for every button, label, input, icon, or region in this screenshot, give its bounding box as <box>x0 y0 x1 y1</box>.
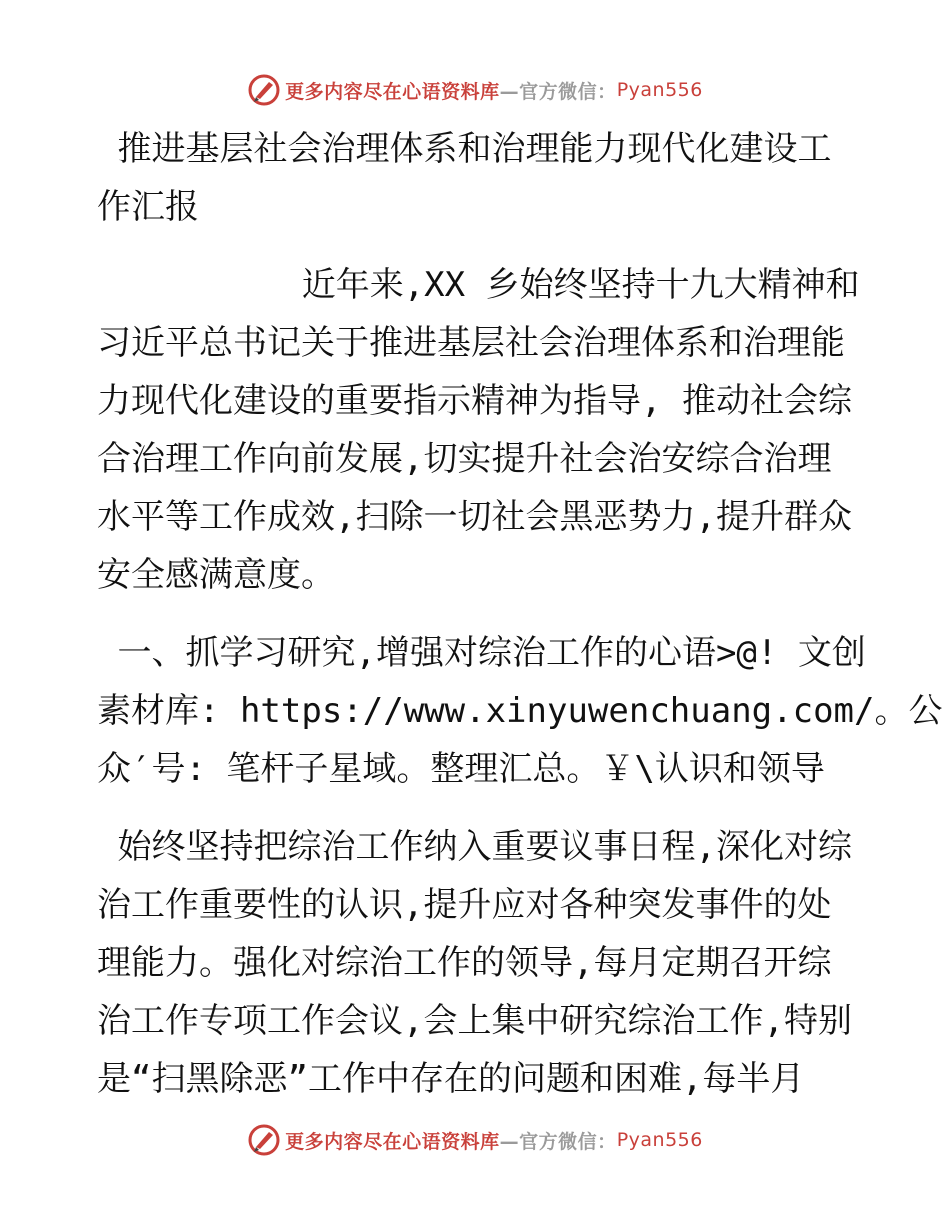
paragraph-line: 水平等工作成效,扫除一切社会黑恶势力,提升群众 <box>97 497 852 537</box>
paragraph-line: 力现代化建设的重要指示精神为指导, 推动社会综 <box>97 381 852 421</box>
title-line: 推进基层社会治理体系和治理能力现代化建设工 <box>97 129 832 169</box>
paragraph-line: 治工作重要性的认识,提升应对各种突发事件的处 <box>97 885 832 925</box>
section-body-paragraph <box>97 818 857 1108</box>
quill-logo-icon <box>247 73 281 107</box>
document-title <box>97 120 857 236</box>
watermark-wechat-label: —官方微信： <box>499 80 617 103</box>
paragraph-line: 合治理工作向前发展,切实提升社会治安综合治理 <box>97 439 832 479</box>
watermark-site-text: 更多内容尽在心语资料库 <box>285 1130 500 1153</box>
intro-paragraph <box>97 256 860 604</box>
heading-line: 众′号: 笔杆子星域。整理汇总。￥\认识和领导 <box>97 749 825 789</box>
quill-logo-icon <box>247 1123 281 1157</box>
watermark-wechat-id: Pyan556 <box>616 79 703 101</box>
footer-watermark <box>0 1120 950 1160</box>
header-watermark <box>0 70 950 110</box>
paragraph-line: 始终坚持把综治工作纳入重要议事日程,深化对综 <box>97 827 852 867</box>
paragraph-line: 理能力。强化对综治工作的领导,每月定期召开综 <box>97 943 832 983</box>
paragraph-line: 治工作专项工作会议,会上集中研究综治工作,特别 <box>97 1001 852 1041</box>
watermark-site-text: 更多内容尽在心语资料库 <box>285 80 500 103</box>
paragraph-line: 是“扫黑除恶”工作中存在的问题和困难,每半月 <box>97 1059 805 1099</box>
paragraph-line: 习近平总书记关于推进基层社会治理体系和治理能 <box>97 323 845 363</box>
section-heading <box>97 624 943 798</box>
heading-line: 一、抓学习研究,增强对综治工作的心语>@! 文创 <box>97 633 866 673</box>
paragraph-line: 安全感满意度。 <box>97 555 335 595</box>
title-line: 作汇报 <box>97 187 199 227</box>
watermark-wechat-label: —官方微信： <box>499 1130 617 1153</box>
heading-line: 素材库: https://www.xinyuwenchuang.com/。公 <box>97 691 943 731</box>
watermark-wechat-id: Pyan556 <box>616 1129 703 1151</box>
document-body <box>97 120 943 1108</box>
paragraph-line: 近年来,XX 乡始终坚持十九大精神和 <box>97 265 860 305</box>
